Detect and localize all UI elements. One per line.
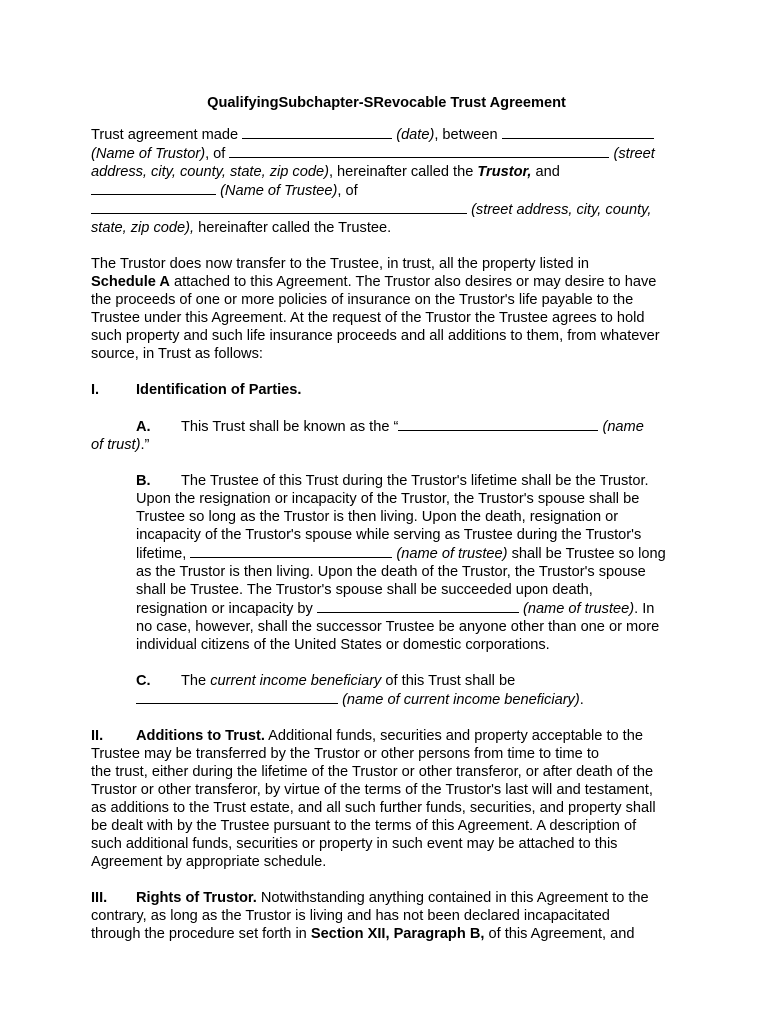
trustor-name-blank[interactable] xyxy=(502,125,654,139)
trustee-name-hint: (name of trustee) xyxy=(522,601,635,617)
clause-text: of this Trust shall be xyxy=(381,673,516,689)
trustor-name-hint: (Name of Trustor) xyxy=(91,146,206,162)
section-text: Notwithstanding anything contained in this Agreement to the xyxy=(256,890,649,906)
clause-text: resignation or incapacity by xyxy=(136,601,317,617)
paragraph-line: The Trustor does now transfer to the Trustee, in trust, all the property listed in xyxy=(91,256,590,272)
intro-text: , of xyxy=(337,183,358,199)
intro-text: and xyxy=(531,164,560,180)
clause-text: shall be Trustee. The Trustor's spouse shall be succeeded upon death, xyxy=(136,582,593,598)
paragraph-line: Trustee under this Agreement. At the request of the Trustor the Trustee agrees to hold xyxy=(91,310,645,326)
section-title: Rights of Trustor. xyxy=(136,890,257,906)
clause-label: C. xyxy=(136,673,151,689)
section-reference: Section XII, Paragraph B, xyxy=(310,926,485,942)
clause-text: . xyxy=(579,692,584,708)
date-blank[interactable] xyxy=(242,125,392,139)
trust-name-blank[interactable] xyxy=(398,417,598,431)
clause-1c xyxy=(91,672,682,709)
date-hint: (date) xyxy=(396,127,435,143)
section-text: as additions to the Trust estate, and all such further funds, securities, and property shall xyxy=(91,800,656,816)
section-text: of this Agreement, and xyxy=(484,926,635,942)
clause-text: . In xyxy=(634,601,655,617)
section-text: Trustee may be transferred by the Trustor or other persons from time to time to xyxy=(91,746,600,762)
section-title: Additions to Trust. xyxy=(136,728,265,744)
clause-text: Upon the resignation or incapacity of the Trustor, the Trustor's spouse shall be xyxy=(136,491,640,507)
document-title: QualifyingSubchapter-SRevocable Trust Agreement xyxy=(207,95,566,111)
clause-text: lifetime, xyxy=(136,546,191,562)
paragraph-line: such property and such life insurance proceeds and all additions to them, from whatever xyxy=(91,328,660,344)
section-number: I. xyxy=(91,382,100,398)
section-number: III. xyxy=(91,890,108,906)
clause-text: The Trustee of this Trust during the Trustor's lifetime shall be the Trustor. xyxy=(181,473,649,489)
intro-text: , hereinafter called the xyxy=(328,164,478,180)
intro-text: hereinafter called the Trustee. xyxy=(194,220,392,236)
second-successor-trustee-blank[interactable] xyxy=(317,599,519,613)
clause-label: A. xyxy=(136,419,151,435)
trustor-address-blank[interactable] xyxy=(229,144,609,158)
trustor-address-hint: (street xyxy=(613,146,655,162)
clause-label: B. xyxy=(136,473,151,489)
clause-text: no case, however, shall the successor Trustee be anyone other than one or more xyxy=(136,619,660,635)
clause-emphasis: current income beneficiary xyxy=(210,673,382,689)
section-3 xyxy=(91,889,682,943)
trustee-name-hint: (Name of Trustee) xyxy=(220,183,338,199)
section-text: the trust, either during the lifetime of the Trustor or other transferor, or after death of the xyxy=(91,764,654,780)
section-text: through the procedure set forth in xyxy=(91,926,311,942)
section-text: Agreement by appropriate schedule. xyxy=(91,854,327,870)
schedule-ref: Schedule A xyxy=(91,274,170,290)
paragraph-line: the proceeds of one or more policies of insurance on the Trustor's life payable to the xyxy=(91,292,634,308)
paragraph-line: source, in Trust as follows: xyxy=(91,346,263,362)
section-1-heading xyxy=(91,381,682,399)
beneficiary-name-hint: (name of current income beneficiary) xyxy=(342,692,580,708)
trustor-term: Trustor, xyxy=(477,164,532,180)
intro-text: , of xyxy=(205,146,230,162)
section-text: contrary, as long as the Trustor is living and has not been declared incapacitated xyxy=(91,908,610,924)
section-text: such additional funds, securities or property in such event may be attached to this xyxy=(91,836,618,852)
trustee-address-blank[interactable] xyxy=(91,200,467,214)
transfer-paragraph xyxy=(91,255,682,363)
section-title: Identification of Parties. xyxy=(136,382,302,398)
trustee-address-hint: (street address, city, county, xyxy=(471,202,652,218)
clause-text: incapacity of the Trustor's spouse while serving as Trustee during the Trustor's xyxy=(136,527,642,543)
section-2 xyxy=(91,727,682,871)
section-text: Trustor or other transferor, by virtue of the terms of the Trustor's last will and testament, xyxy=(91,782,653,798)
trustee-name-blank[interactable] xyxy=(91,181,216,195)
clause-1b xyxy=(91,472,682,654)
clause-text: This Trust shall be known as the “ xyxy=(181,419,399,435)
intro-text: Trust agreement made xyxy=(91,127,243,143)
intro-text: , between xyxy=(434,127,502,143)
section-number: II. xyxy=(91,728,104,744)
section-text: be dealt with by the Trustee pursuant to the terms of this Agreement. A description of xyxy=(91,818,637,834)
section-text: Additional funds, securities and property acceptable to the xyxy=(264,728,643,744)
trust-name-hint: of trust) xyxy=(91,437,141,453)
clause-text: shall be Trustee so long xyxy=(507,546,666,562)
trust-name-hint: (name xyxy=(602,419,644,435)
trustor-address-hint: address, city, county, state, zip code) xyxy=(91,164,329,180)
beneficiary-name-blank[interactable] xyxy=(136,690,338,704)
clause-text: as the Trustor is then living. Upon the death of the Trustor, the Trustor's spouse xyxy=(136,564,646,580)
clause-text: The xyxy=(181,673,211,689)
trustee-address-hint: state, zip code), xyxy=(91,220,195,236)
clause-1a xyxy=(91,417,682,454)
intro-paragraph xyxy=(91,125,682,237)
paragraph-line: attached to this Agreement. The Trustor also desires or may desire to have xyxy=(169,274,657,290)
trustee-name-hint: (name of trustee) xyxy=(396,546,508,562)
successor-trustee-blank[interactable] xyxy=(190,544,392,558)
clause-text: individual citizens of the United States or domestic corporations. xyxy=(136,637,550,653)
clause-text: Trustee so long as the Trustor is then living. Upon the death, resignation or xyxy=(136,509,619,525)
clause-text: .” xyxy=(140,437,150,453)
